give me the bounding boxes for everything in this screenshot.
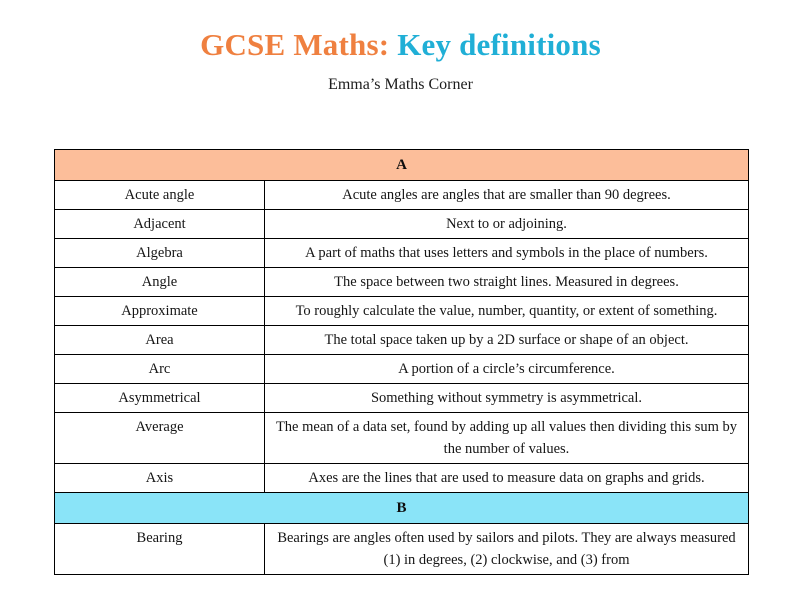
- glossary-table: [54, 149, 749, 575]
- page-title-topic: Key definitions: [397, 27, 601, 62]
- table-row: [55, 181, 749, 210]
- term-cell: Adjacent: [55, 210, 265, 239]
- page-title: [0, 26, 801, 64]
- letter-section-label-a: A: [55, 150, 749, 181]
- page-subtitle: Emma’s Maths Corner: [328, 76, 473, 93]
- table-row: [55, 524, 749, 575]
- term-cell: Axis: [55, 464, 265, 493]
- letter-section-header-b: [55, 493, 749, 524]
- page-title-space: [389, 27, 397, 62]
- glossary-table-body: [55, 150, 749, 575]
- glossary-table-container: [54, 149, 748, 575]
- term-cell: Area: [55, 326, 265, 355]
- definition-cell: Next to or adjoining.: [265, 210, 749, 239]
- term-cell: Bearing: [55, 524, 265, 575]
- definition-cell: The total space taken up by a 2D surface or shape of an object.: [265, 326, 749, 355]
- definition-cell: To roughly calculate the value, number, quantity, or extent of something.: [265, 297, 749, 326]
- term-cell: Asymmetrical: [55, 384, 265, 413]
- term-cell: Average: [55, 413, 265, 464]
- definition-cell: A part of maths that uses letters and symbols in the place of numbers.: [265, 239, 749, 268]
- definition-cell: The space between two straight lines. Measured in degrees.: [265, 268, 749, 297]
- table-row: [55, 210, 749, 239]
- term-cell: Acute angle: [55, 181, 265, 210]
- letter-section-label-b: B: [55, 493, 749, 524]
- term-cell: Angle: [55, 268, 265, 297]
- table-row: [55, 355, 749, 384]
- term-cell: Algebra: [55, 239, 265, 268]
- table-row: [55, 239, 749, 268]
- term-cell: Approximate: [55, 297, 265, 326]
- term-cell: Arc: [55, 355, 265, 384]
- definition-cell: Acute angles are angles that are smaller than 90 degrees.: [265, 181, 749, 210]
- table-row: [55, 384, 749, 413]
- definition-cell: Something without symmetry is asymmetrical.: [265, 384, 749, 413]
- letter-section-header-a: [55, 150, 749, 181]
- definition-cell: Bearings are angles often used by sailors and pilots. They are always measured (1) in degrees, (2) clockwise, and (3) from: [265, 524, 749, 575]
- document-header: [0, 0, 801, 95]
- definition-cell: Axes are the lines that are used to measure data on graphs and grids.: [265, 464, 749, 493]
- table-row: [55, 464, 749, 493]
- definition-cell: A portion of a circle’s circumference.: [265, 355, 749, 384]
- table-row: [55, 413, 749, 464]
- definition-cell: The mean of a data set, found by adding up all values then dividing this sum by the number of values.: [265, 413, 749, 464]
- table-row: [55, 297, 749, 326]
- table-row: [55, 326, 749, 355]
- table-row: [55, 268, 749, 297]
- page-title-subject: GCSE Maths:: [200, 27, 390, 62]
